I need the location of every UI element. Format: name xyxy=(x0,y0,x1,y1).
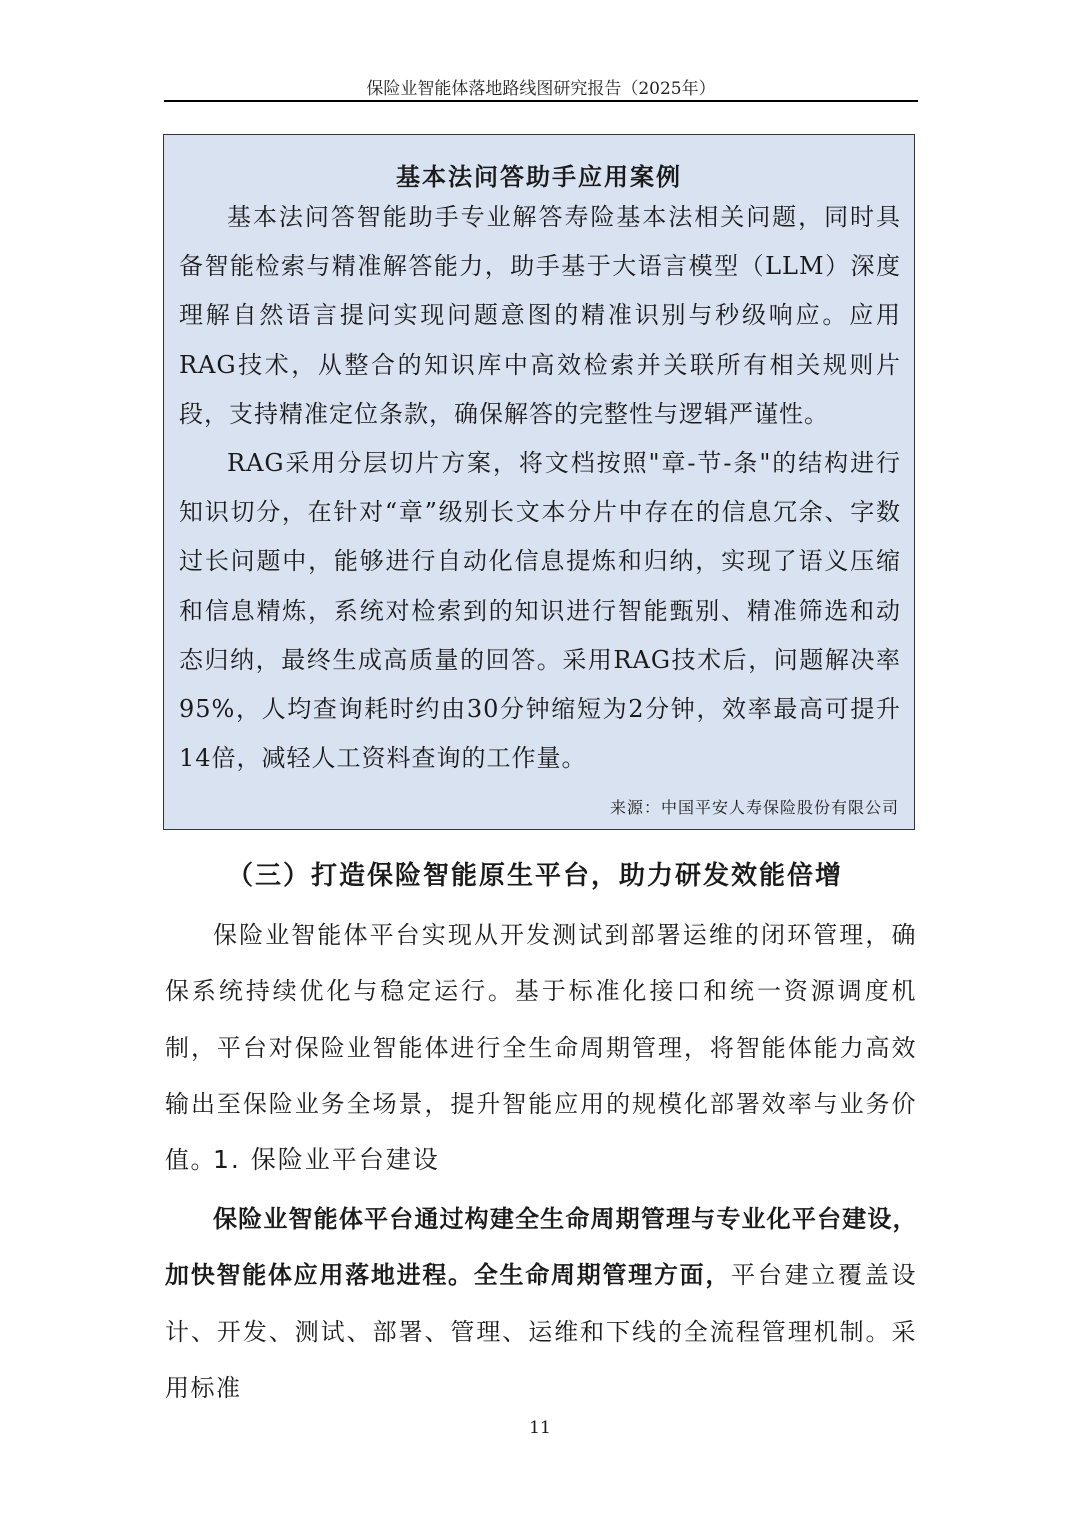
case-study-title: 基本法问答助手应用案例 xyxy=(396,162,682,191)
section-heading: （三）打造保险智能原生平台，助力研发效能倍增 xyxy=(227,861,844,891)
case-study-source: 来源：中国平安人寿保险股份有限公司 xyxy=(609,798,899,817)
case-study-paragraph: RAG采用分层切片方案，将文档按照"章-节-条"的结构进行知识切分，在针对“章”级别长文本分片中存在的信息冗余、字数过长问题中，能够进行自动化信息提炼和归纳，实现了语义压缩和信息精炼，系统对检索到的知识进行智能甄别、精准筛选和动态归纳，最终生成高质量的回答。采用RAG技术后，问题解决率95%，人均查询耗时约由30分钟缩短为2分钟，效率最高可提升14倍，减轻人工资料查询的工作量。 xyxy=(179,449,901,773)
running-header: 保险业智能体落地路线图研究报告（2025年） xyxy=(366,79,716,99)
header-rule xyxy=(164,100,918,102)
case-study-box xyxy=(163,134,915,830)
bold-lead-text: 保险业智能体平台通过构建全生命周期管理与专业化平台建设，加快智能体应用落地进程。全生命周期管理方面， xyxy=(165,1204,917,1290)
page-number: 11 xyxy=(529,1418,551,1438)
body-paragraph: 保险业智能体平台实现从开发测试到部署运维的闭环管理，确保系统持续优化与稳定运行。基于标准化接口和统一资源调度机制，平台对保险业智能体进行全生命周期管理，将智能体能力高效输出至保险业务全场景，提升智能应用的规模化部署效率与业务价值。 xyxy=(165,921,917,1175)
subsection-heading: 1. 保险业平台建设 xyxy=(213,1145,440,1174)
body-text: 平台建立覆盖设计、开发、测试、部署、管理、运维和下线的全流程管理机制。采用标准 xyxy=(165,1261,918,1402)
case-study-paragraph: 基本法问答智能助手专业解答寿险基本法相关问题，同时具备智能检索与精准解答能力，助手基于大语言模型（LLM）深度理解自然语言提问实现问题意图的精准识别与秒级响应。应用RAG技术，从整合的知识库中高效检索并关联所有相关规则片段，支持精准定位条款，确保解答的完整性与逻辑严谨性。 xyxy=(179,203,901,428)
body-paragraph xyxy=(165,1191,917,1416)
